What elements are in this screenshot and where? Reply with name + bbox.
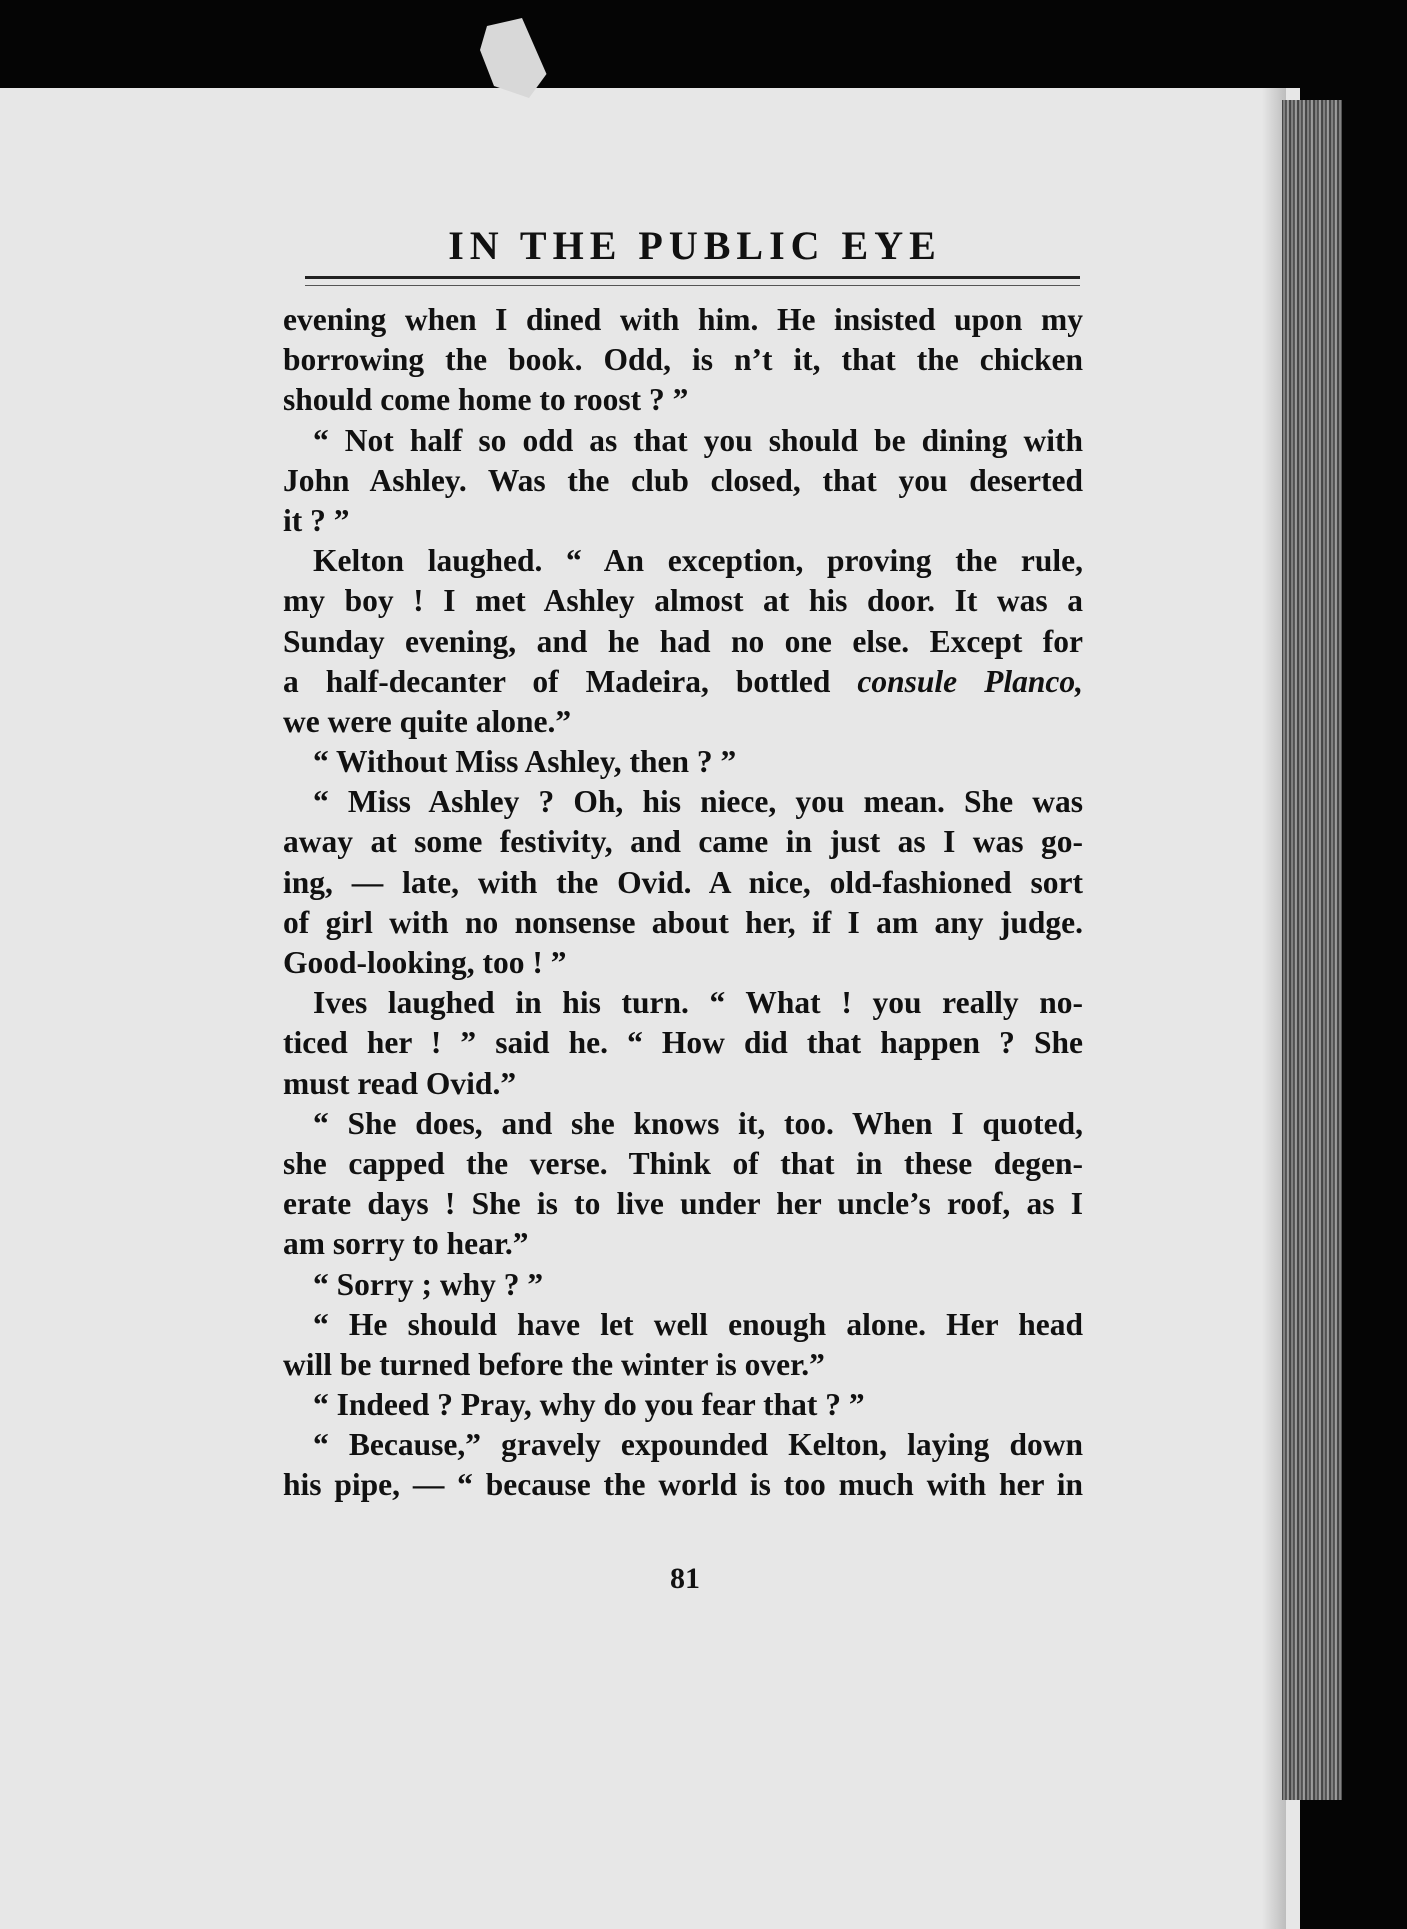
text-line: evening when I dined with him. He insisted upon my <box>283 302 1083 337</box>
text-line: “ Because,” gravely expounded Kelton, laying down <box>313 1427 1083 1463</box>
text-line: must read Ovid.” <box>283 1065 517 1101</box>
text-line: Sunday evening, and he had no one else. Except for <box>283 623 1083 659</box>
text-line: will be turned before the winter is over.” <box>283 1346 825 1382</box>
text-line: “ She does, and she knows it, too. When I quoted, <box>313 1105 1083 1141</box>
text-line: away at some festivity, and came in just as I was go- <box>283 824 1083 860</box>
text-line: “ Not half so odd as that you should be dining with <box>313 422 1083 458</box>
text-line: his pipe, — “ because the world is too much with her in <box>283 1467 1083 1503</box>
text-line: ing, — late, with the Ovid. A nice, old-fashioned sort <box>283 864 1083 900</box>
text-line: Ives laughed in his turn. “ What ! you really no- <box>313 985 1083 1021</box>
text-line <box>283 662 1083 702</box>
text-line: “ Without Miss Ashley, then ? ” <box>313 744 737 780</box>
text-segment: a half-decanter of Madeira, bottled <box>283 663 858 699</box>
text-line: she capped the verse. Think of that in these degen- <box>283 1145 1083 1181</box>
text-line: erate days ! She is to live under her uncle’s roof, as I <box>283 1186 1083 1222</box>
text-line: of girl with no nonsense about her, if I am any judge. <box>283 904 1083 940</box>
text-line: “ He should have let well enough alone. Her head <box>313 1306 1083 1342</box>
text-line: borrowing the book. Odd, is n’t it, that the chicken <box>283 342 1083 378</box>
text-line: “ Sorry ; why ? ” <box>313 1266 544 1302</box>
text-line: “ Indeed ? Pray, why do you fear that ? ” <box>313 1387 865 1423</box>
header-rule-thin <box>305 285 1080 286</box>
text-line: am sorry to hear.” <box>283 1226 529 1262</box>
text-line: Good-looking, too ! ” <box>283 945 567 980</box>
body-text <box>283 300 1083 1506</box>
text-line: it ? ” <box>283 502 350 538</box>
text-line: ticed her ! ” said he. “ How did that happen ? She <box>283 1025 1083 1061</box>
torn-corner <box>480 18 550 98</box>
page-number: 81 <box>670 1562 700 1595</box>
text-line: my boy ! I met Ashley almost at his door. It was a <box>283 583 1083 619</box>
page-edges <box>1282 100 1342 1800</box>
text-line: John Ashley. Was the club closed, that you deserted <box>283 462 1083 498</box>
text-line: we were quite alone.” <box>283 703 572 739</box>
italic-phrase: consule Planco, <box>857 663 1083 699</box>
running-header: IN THE PUBLIC EYE <box>448 223 942 268</box>
text-line: should come home to roost ? ” <box>283 382 689 418</box>
text-line: Kelton laughed. “ An exception, proving the rule, <box>313 543 1083 579</box>
text-line: “ Miss Ashley ? Oh, his niece, you mean. She was <box>313 784 1083 820</box>
header-rule <box>305 276 1080 279</box>
